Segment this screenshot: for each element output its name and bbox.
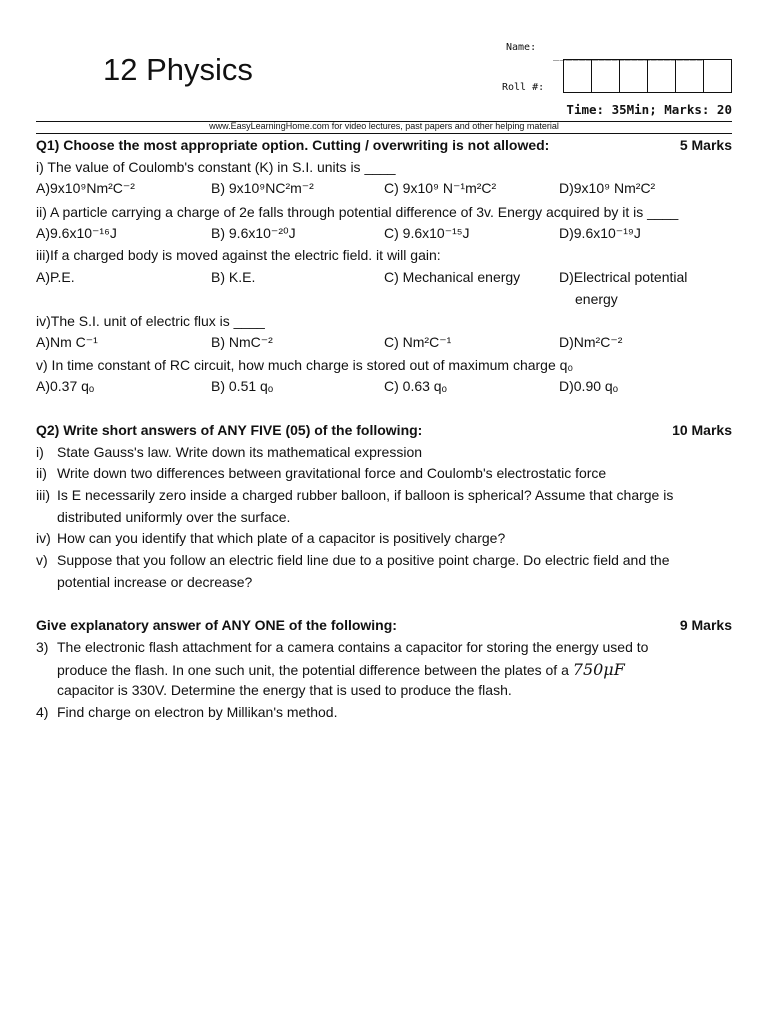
item-number: iv) (36, 530, 51, 546)
option-d: D)Nm²C⁻² (559, 334, 623, 350)
q2-heading: Q2) Write short answers of ANY FIVE (05) of the following: (36, 422, 423, 438)
option-d: D)9.6x10⁻¹⁹J (559, 225, 641, 241)
item-number: 3) (36, 639, 49, 655)
item-text-cont1: produce the flash. In one such unit, the potential difference between the plates of a (57, 662, 569, 678)
divider (36, 133, 732, 134)
option-a: A)9.6x10⁻¹⁶J (36, 225, 117, 241)
option-c: C) Nm²C⁻¹ (384, 334, 452, 350)
name-field[interactable]: _______________________ (553, 50, 703, 61)
q1-item-text: iii)If a charged body is moved against the electric field. it will gain: (36, 247, 441, 263)
item-number: v) (36, 552, 48, 568)
item-text-cont2: capacitor is 330V. Determine the energy that is used to produce the flash. (57, 682, 512, 698)
q2-item (36, 552, 732, 568)
roll-number-boxes[interactable] (563, 59, 732, 93)
q1-heading: Q1) Choose the most appropriate option. Cutting / overwriting is not allowed: (36, 137, 550, 153)
option-a: A)0.37 qₒ (36, 378, 95, 394)
q1-item-text: i) The value of Coulomb's constant (K) in S.I. units is ____ (36, 159, 396, 175)
roll-digit-box[interactable] (592, 60, 620, 92)
item-number: 4) (36, 704, 49, 720)
time-marks: Time: 35Min; Marks: 20 (566, 102, 732, 117)
item-text: Find charge on electron by Millikan's method. (57, 704, 338, 720)
q3-marks: 9 Marks (679, 617, 732, 633)
q2-item (36, 530, 732, 546)
option-c: C) 9x10⁹ N⁻¹m²C² (384, 180, 497, 196)
item-number: ii) (36, 465, 47, 481)
item-text-cont (57, 660, 732, 679)
option-b: B) K.E. (211, 269, 256, 285)
q2-item (36, 465, 732, 481)
name-label: Name: (506, 42, 537, 53)
roll-digit-box[interactable] (676, 60, 704, 92)
option-c: C) 9.6x10⁻¹⁵J (384, 225, 470, 241)
option-d: D)0.90 qₒ (559, 378, 618, 394)
option-c: C) 0.63 qₒ (384, 378, 447, 394)
capacitance-value: 750μF (572, 660, 625, 679)
q3-item (36, 704, 732, 720)
option-b: B) 0.51 qₒ (211, 378, 274, 394)
item-number: iii) (36, 487, 50, 503)
item-text: Is E necessarily zero inside a charged rubber balloon, if balloon is spherical? Assume that charge is (57, 487, 674, 503)
option-b: B) 9x10⁹NC²m⁻² (211, 180, 314, 196)
roll-digit-box[interactable] (564, 60, 592, 92)
item-text-cont: potential increase or decrease? (57, 574, 253, 590)
roll-digit-box[interactable] (648, 60, 676, 92)
q2-heading-row (36, 422, 732, 438)
option-d-cont: energy (575, 291, 618, 307)
option-d: D)Electrical potential (559, 269, 688, 285)
option-b: B) 9.6x10⁻²⁰J (211, 225, 296, 241)
option-c: C) Mechanical energy (384, 269, 521, 285)
q3-heading-row (36, 617, 732, 633)
roll-number-label: Roll #: (502, 82, 545, 93)
website-note: www.EasyLearningHome.com for video lectures, past papers and other helping material (209, 121, 559, 131)
q1-heading-row (36, 137, 732, 153)
option-d: D)9x10⁹ Nm²C² (559, 180, 656, 196)
item-text: How can you identify that which plate of a capacitor is positively charge? (57, 530, 506, 546)
q2-item (36, 444, 732, 460)
q1-marks: 5 Marks (679, 137, 732, 153)
q1-item-text: ii) A particle carrying a charge of 2e falls through potential difference of 3v. Energy acquired by it is ____ (36, 204, 679, 220)
item-text-cont: distributed uniformly over the surface. (57, 509, 291, 525)
q1-item-text: v) In time constant of RC circuit, how much charge is stored out of maximum charge q₀ (36, 357, 574, 373)
option-b: B) NmC⁻² (211, 334, 273, 350)
item-text: Suppose that you follow an electric field line due to a positive point charge. Do electric field and the (57, 552, 670, 568)
q3-item (36, 639, 732, 655)
q2-item (36, 487, 732, 503)
option-a: A)9x10⁹Nm²C⁻² (36, 180, 135, 196)
item-text: Write down two differences between gravitational force and Coulomb's electrostatic force (57, 465, 607, 481)
q2-marks: 10 Marks (672, 422, 732, 438)
item-text: The electronic flash attachment for a camera contains a capacitor for storing the energy used to (57, 639, 649, 655)
roll-digit-box[interactable] (620, 60, 648, 92)
q3-heading: Give explanatory answer of ANY ONE of the following: (36, 617, 397, 633)
roll-digit-box[interactable] (704, 60, 731, 92)
page-title: 12 Physics (103, 52, 253, 87)
option-a: A)P.E. (36, 269, 75, 285)
option-a: A)Nm C⁻¹ (36, 334, 98, 350)
item-number: i) (36, 444, 44, 460)
q1-item-text: iv)The S.I. unit of electric flux is ____ (36, 313, 265, 329)
item-text: State Gauss's law. Write down its mathematical expression (57, 444, 423, 460)
